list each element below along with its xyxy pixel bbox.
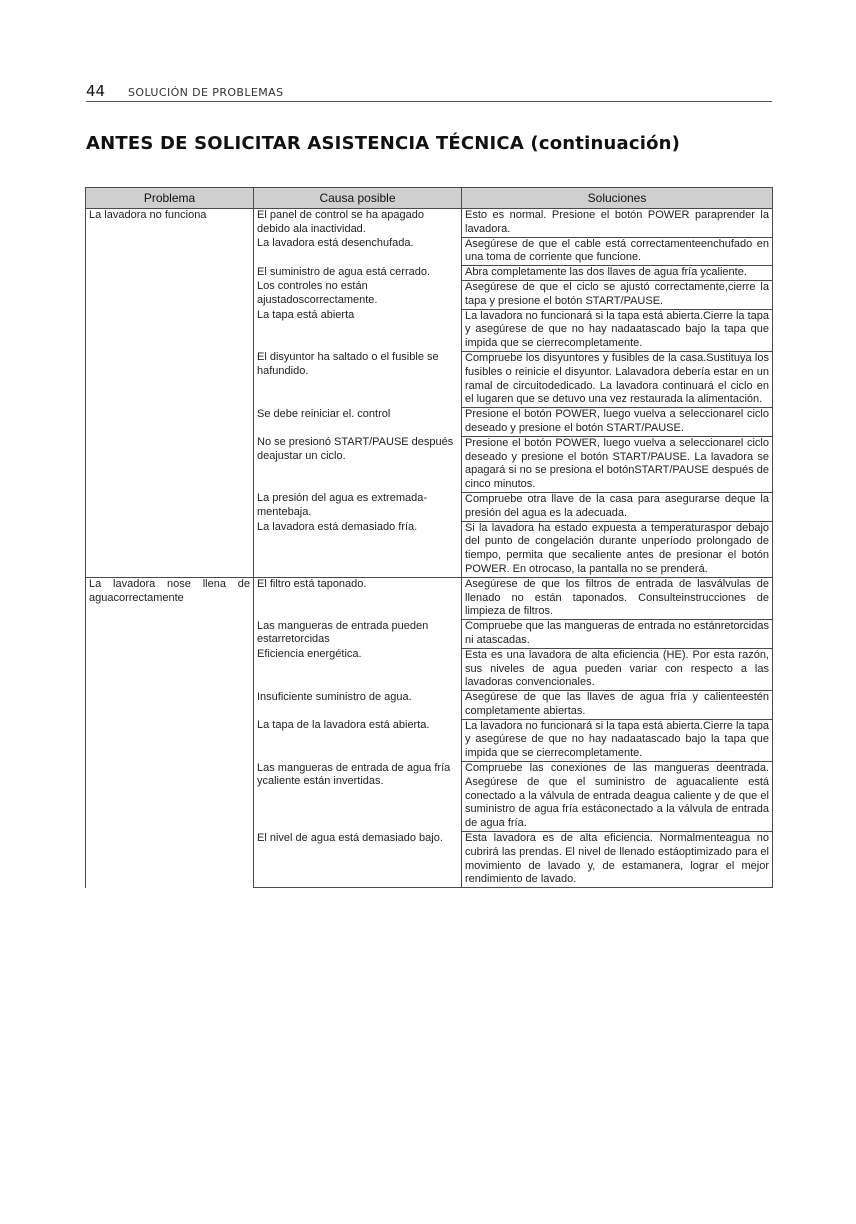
solution-cell: La lavadora no funcionará si la tapa está abierta.Cierre la tapa y asegúrese de que no hay nadaatascado bajo la tapa que impida que se cierrecompletamente. [462, 309, 773, 351]
cause-cell: Insuficiente suministro de agua. [254, 691, 462, 720]
cause-cell: Eficiencia energética. [254, 648, 462, 690]
table-body [86, 209, 773, 888]
cause-cell: Las mangueras de entrada de agua fría ycaliente están invertidas. [254, 762, 462, 832]
table-row [86, 209, 773, 238]
solution-cell: Asegúrese de que las llaves de agua fría y calienteestén completamente abiertas. [462, 691, 773, 720]
column-header-solutions: Soluciones [462, 188, 773, 209]
solution-cell: Asegúrese de que el cable está correctamenteenchufado en una toma de corriente que funcione. [462, 237, 773, 266]
cause-cell: La tapa de la lavadora está abierta. [254, 719, 462, 761]
cause-cell: La lavadora está demasiado fría. [254, 521, 462, 577]
solution-cell: Compruebe que las mangueras de entrada no estánretorcidas ni atascadas. [462, 620, 773, 649]
solution-cell: Esta lavadora es de alta eficiencia. Normalmenteagua no cubrirá las prendas. El nivel de llenado estáoptimizado para el movimiento de lavado y, de estamanera, lograr el mejor rendimiento de lavado. [462, 832, 773, 888]
solution-cell: Compruebe las conexiones de las mangueras deentrada. Asegúrese de que el suministro de aguacaliente está conectado a la válvula de entrada deagua caliente y de que el suministro de agua fría estáconectado a la válvula de entrada de agua fría. [462, 762, 773, 832]
solution-cell: Compruebe los disyuntores y fusibles de la casa.Sustituya los fusibles o reinicie el disyuntor. Lalavadora debería estar en un ramal de circuitodedicado. La lavadora continuará el ciclo en el lugaren que se detuvo una vez restaurada la alimentación. [462, 351, 773, 407]
cause-cell: Se debe reiniciar el. control [254, 408, 462, 437]
page-title: ANTES DE SOLICITAR ASISTENCIA TÉCNICA (continuación) [86, 133, 681, 154]
troubleshooting-table [85, 187, 773, 888]
problem-cell: La lavadora nose llena de aguacorrectamente [86, 577, 254, 888]
cause-cell: Los controles no están ajustadoscorrectamente. [254, 280, 462, 309]
cause-cell: La lavadora está desenchufada. [254, 237, 462, 266]
solution-cell: Presione el botón POWER, luego vuelva a seleccionarel ciclo deseado y presione el botón START/PAUSE. La lavadora se apagará si no se presiona el botónSTART/PAUSE después de cinco minutos. [462, 436, 773, 492]
solution-cell: Esta es una lavadora de alta eficiencia (HE). Por esta razón, sus niveles de agua pueden variar con respecto a las lavadoras convencionales. [462, 648, 773, 690]
solution-cell: Compruebe otra llave de la casa para asegurarse deque la presión del agua es la adecuada. [462, 492, 773, 521]
cause-cell: El filtro está taponado. [254, 577, 462, 619]
solution-cell: Esto es normal. Presione el botón POWER paraprender la lavadora. [462, 209, 773, 238]
cause-cell: No se presionó START/PAUSE después deajustar un ciclo. [254, 436, 462, 492]
cause-cell: Las mangueras de entrada pueden estarretorcidas [254, 620, 462, 649]
cause-cell: El panel de control se ha apagado debido ala inactividad. [254, 209, 462, 238]
table-header-row [86, 188, 773, 209]
cause-cell: El suministro de agua está cerrado. [254, 266, 462, 281]
solution-cell: Si la lavadora ha estado expuesta a temperaturaspor debajo del punto de congelación durante unperíodo prolongado de tiempo, permita que secaliente antes de presionar el botón POWER. En otrocaso, la pantalla no se prenderá. [462, 521, 773, 577]
solution-cell: La lavadora no funcionará si la tapa está abierta.Cierre la tapa y asegúrese de que no hay nadaatascado bajo la tapa que impida que se cierrecompletamente. [462, 719, 773, 761]
section-label: SOLUCIÓN DE PROBLEMAS [128, 86, 284, 99]
page-number: 44 [86, 82, 106, 100]
page-header [86, 82, 772, 102]
solution-cell: Presione el botón POWER, luego vuelva a seleccionarel ciclo deseado y presione el botón START/PAUSE. [462, 408, 773, 437]
table-row [86, 577, 773, 619]
cause-cell: La tapa está abierta [254, 309, 462, 351]
solution-cell: Asegúrese de que los filtros de entrada de lasválvulas de llenado no están taponados. Consulteinstrucciones de limpieza de filtros. [462, 577, 773, 619]
column-header-cause: Causa posible [254, 188, 462, 209]
cause-cell: La presión del agua es extremadamentebaja. [254, 492, 462, 521]
solution-cell: Abra completamente las dos llaves de agua fría ycaliente. [462, 266, 773, 281]
cause-cell: El nivel de agua está demasiado bajo. [254, 832, 462, 888]
column-header-problem: Problema [86, 188, 254, 209]
solution-cell: Asegúrese de que el ciclo se ajustó correctamente,cierre la tapa y presione el botón START/PAUSE. [462, 280, 773, 309]
problem-cell: La lavadora no funciona [86, 209, 254, 578]
cause-cell: El disyuntor ha saltado o el fusible se hafundido. [254, 351, 462, 407]
